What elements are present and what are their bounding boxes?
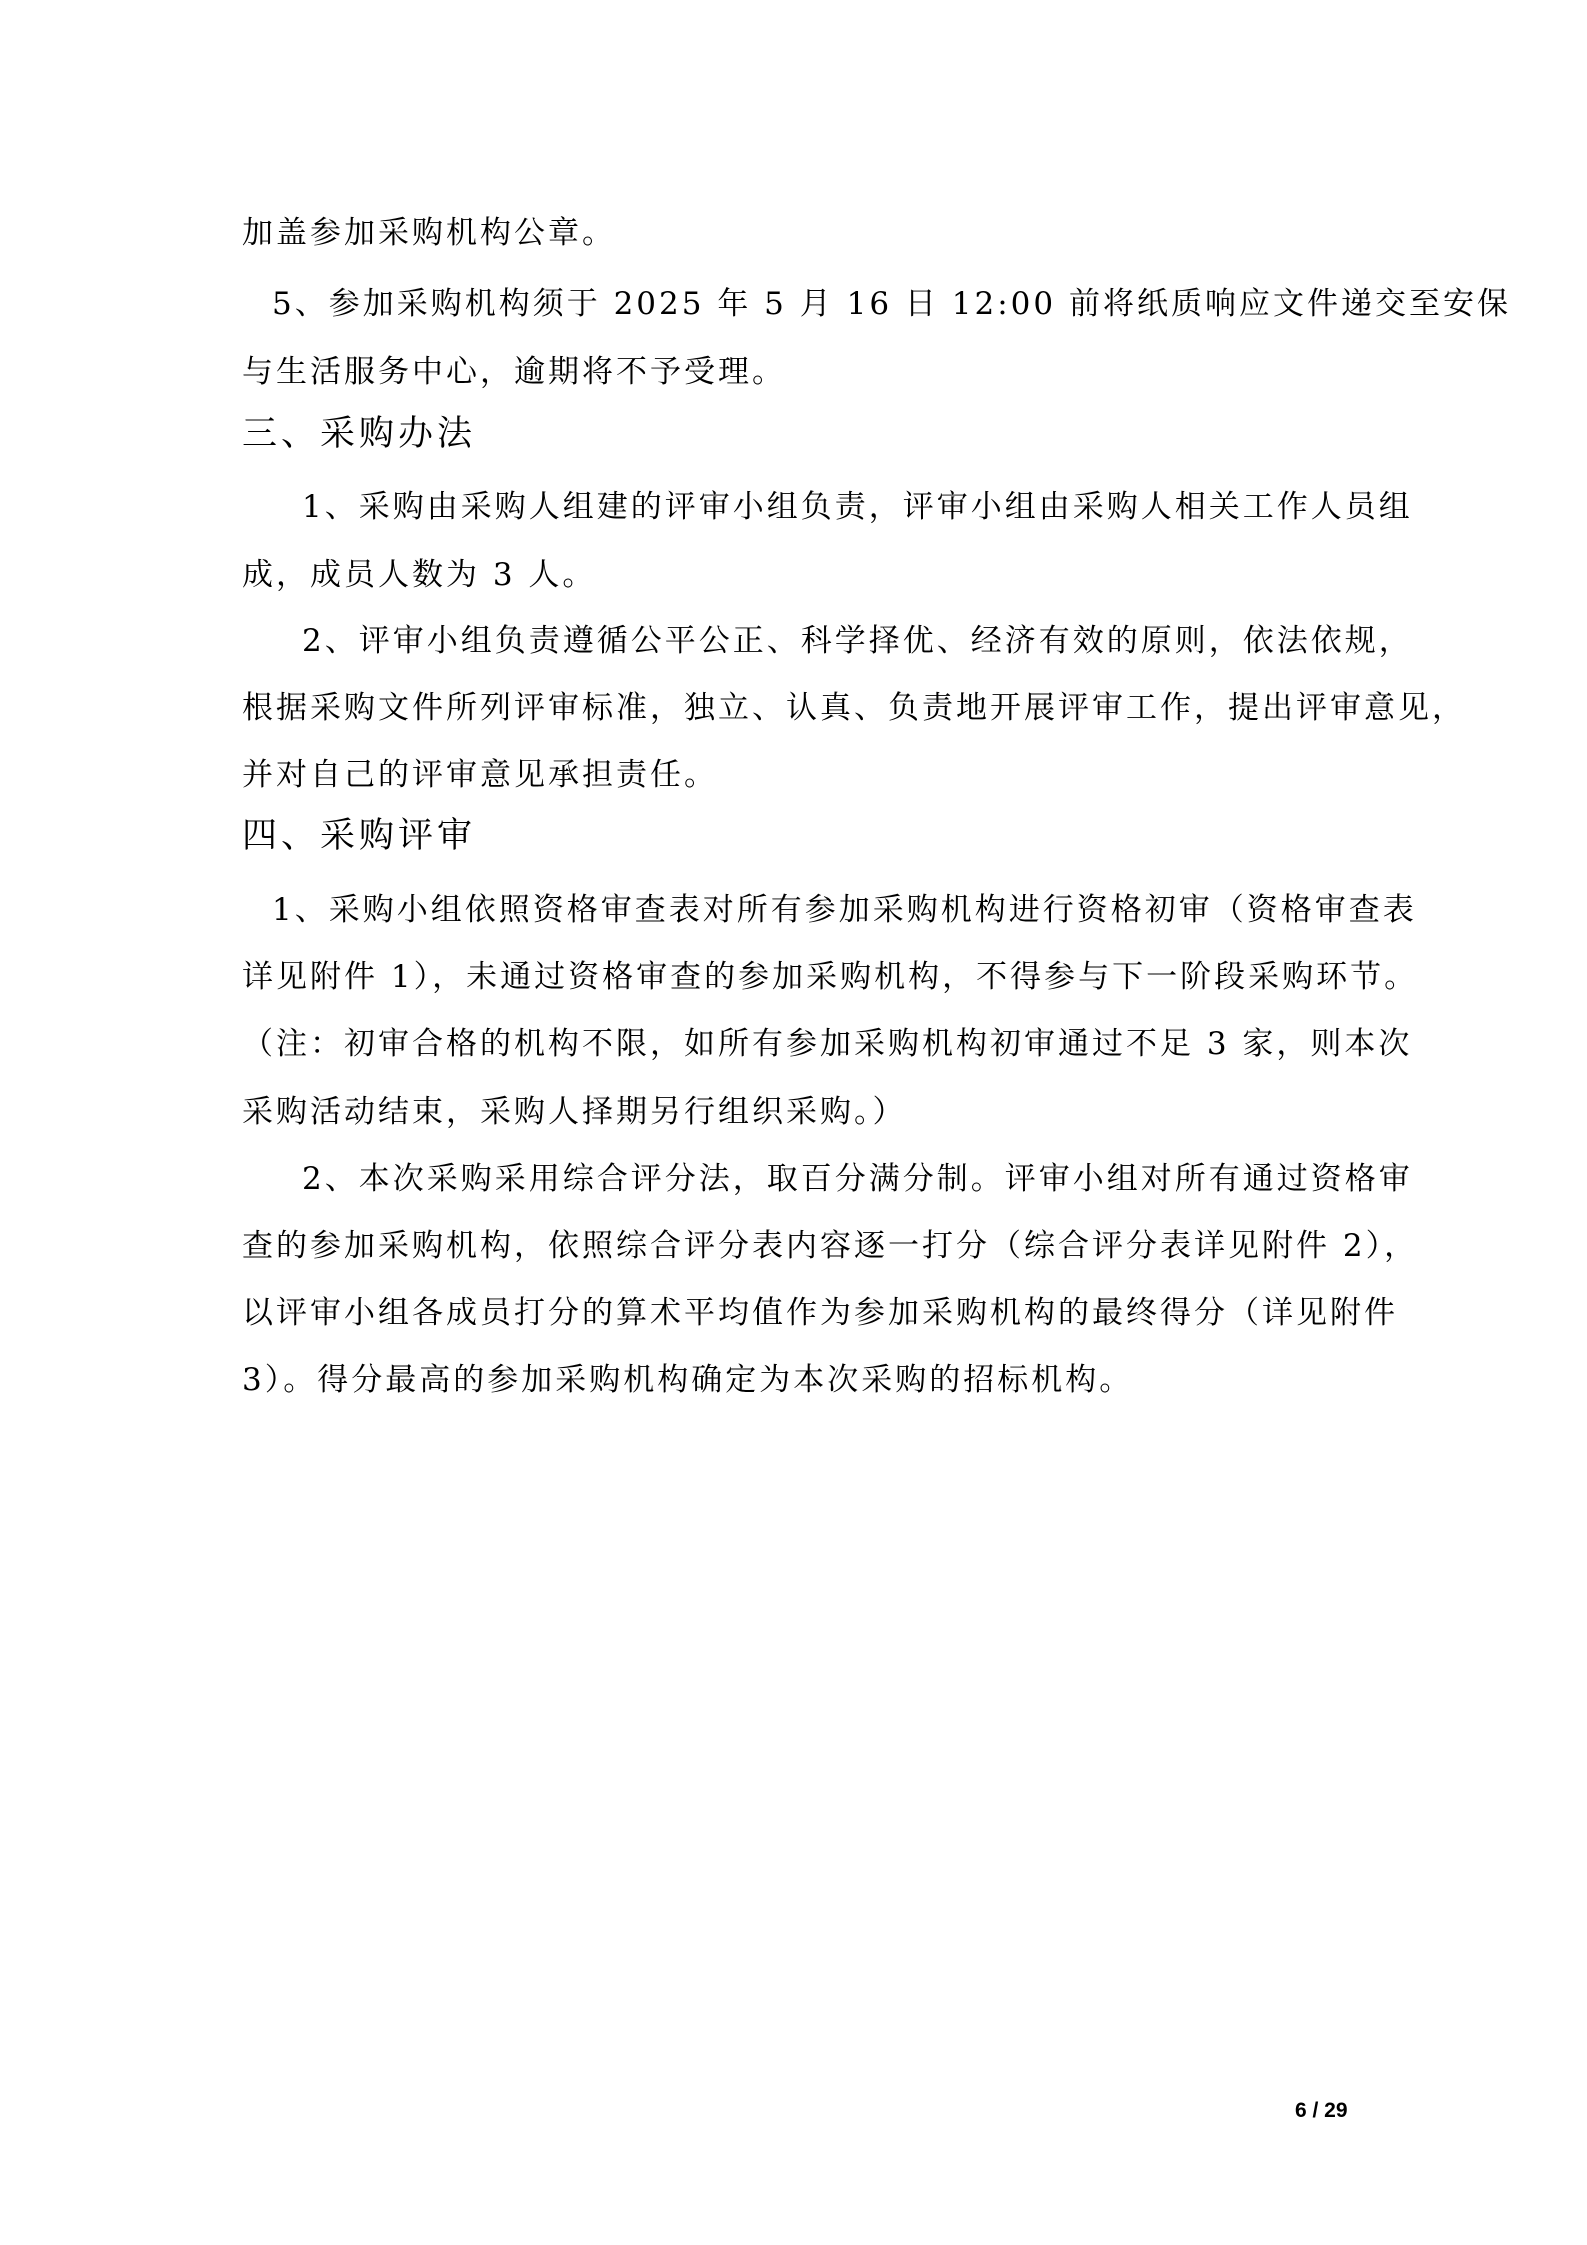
section-3-item-2-line-2: 根据采购文件所列评审标准，独立、认真、负责地开展评审工作，提出评审意见， — [242, 690, 1466, 726]
section-3-item-2-line-1: 2、评审小组负责遵循公平公正、科学择优、经济有效的原则，依法依规， — [302, 623, 1413, 659]
section-4-item-2-line-4: 3）。得分最高的参加采购机构确定为本次采购的招标机构。 — [242, 1362, 1134, 1398]
page-number: 6 / 29 — [1295, 2099, 1348, 2122]
section-4-item-2-line-1: 2、本次采购采用综合评分法，取百分满分制。评审小组对所有通过资格审 — [302, 1161, 1413, 1197]
section-3-item-2-line-3: 并对自己的评审意见承担责任。 — [242, 757, 718, 793]
section-4-item-2-line-3: 以评审小组各成员打分的算术平均值作为参加采购机构的最终得分（详见附件 — [242, 1295, 1398, 1331]
section-4-heading: 四、采购评审 — [242, 816, 477, 856]
section-4-item-2-line-2: 查的参加采购机构，依照综合评分表内容逐一打分（综合评分表详见附件 2）， — [242, 1228, 1419, 1264]
item-5-line-2: 与生活服务中心，逾期将不予受理。 — [242, 354, 786, 390]
section-3-item-1-line-1: 1、采购由采购人组建的评审小组负责，评审小组由采购人相关工作人员组 — [302, 489, 1413, 525]
section-4-item-1-line-2: 详见附件 1），未通过资格审查的参加采购机构，不得参与下一阶段采购环节。 — [242, 959, 1419, 995]
section-4-item-1-line-1: 1、采购小组依照资格审查表对所有参加采购机构进行资格初审（资格审查表 — [272, 892, 1417, 928]
section-4-item-1-line-3: （注：初审合格的机构不限，如所有参加采购机构初审通过不足 3 家，则本次 — [242, 1026, 1413, 1062]
item-5-line-1: 5、参加采购机构须于 2025 年 5 月 16 日 12:00 前将纸质响应文件递交至安保 — [272, 286, 1511, 322]
continued-paragraph-line-1: 加盖参加采购机构公章。 — [242, 215, 616, 251]
section-4-item-1-line-4: 采购活动结束，采购人择期另行组织采购。） — [242, 1094, 907, 1130]
section-3-heading: 三、采购办法 — [242, 414, 477, 454]
section-3-item-1-line-2: 成，成员人数为 3 人。 — [242, 557, 597, 593]
